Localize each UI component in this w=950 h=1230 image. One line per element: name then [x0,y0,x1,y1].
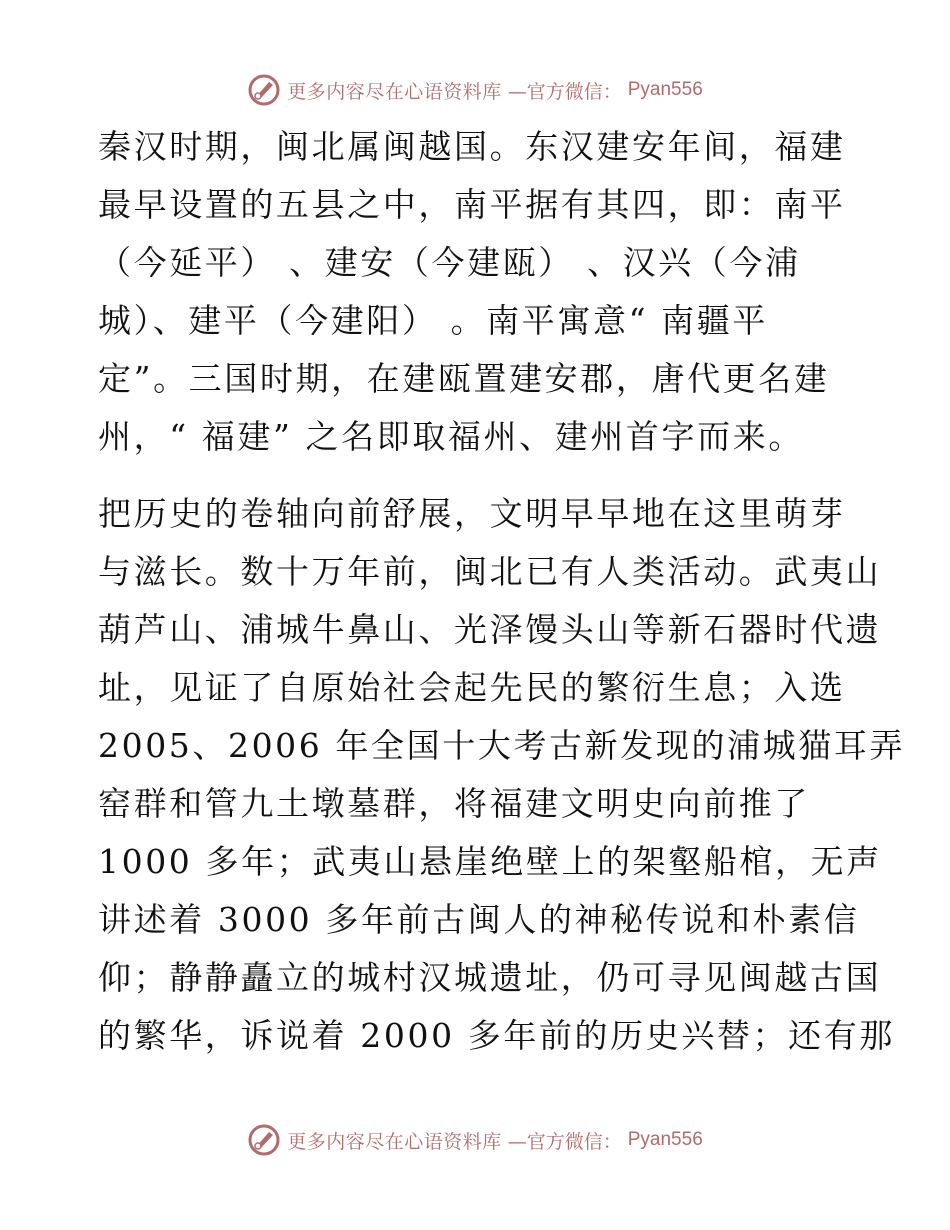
paragraph-line: 址，见证了自原始社会起先民的繁衍生息；入选 [98,668,846,707]
paragraph-line: 1000 多年；武夷山悬崖绝壁上的架壑船棺，无声 [98,842,882,881]
footer-banner-separator: —官方微信： [507,1130,622,1153]
paragraph-line: 的繁华，诉说着 2000 多年前的历史兴替；还有那 [98,1016,895,1055]
header-banner [0,70,950,110]
footer-wechat-id: Pyan556 [627,1129,703,1150]
paragraph-line: 把历史的卷轴向前舒展，文明早早地在这里萌芽 [98,494,846,533]
footer-banner [0,1120,950,1160]
logo-icon [247,73,281,107]
header-banner-content [247,73,703,107]
logo-icon [247,1123,281,1157]
footer-banner-text: 更多内容尽在心语资料库 [287,1130,502,1153]
header-wechat-id: Pyan556 [627,79,703,100]
header-banner-text: 更多内容尽在心语资料库 [287,80,502,103]
header-banner-separator: —官方微信： [507,80,622,103]
footer-banner-content [247,1123,703,1157]
paragraph-line: 窑群和管九土墩墓群，将福建文明史向前推了 [98,784,810,823]
paragraph-line: 城）、建平（今建阳） 。南平寓意“ 南疆平 [98,301,768,340]
paragraph-line: 讲述着 3000 多年前古闽人的神秘传说和朴素信 [98,900,860,939]
paragraph-line: 州，“ 福建” 之名即取福州、建州首字而来。 [98,417,804,456]
paragraph-line: 最早设置的五县之中，南平据有其四，即：南平 [98,185,846,224]
paragraph-line: 秦汉时期，闽北属闽越国。东汉建安年间，福建 [98,127,846,166]
paragraph-line: 葫芦山、浦城牛鼻山、光泽馒头山等新石器时代遗 [98,610,882,649]
paragraph-line: 2005、2006 年全国十大考古新发现的浦城猫耳弄 [98,726,906,765]
paragraph-line: 定”。三国时期，在建瓯置建安郡，唐代更名建 [98,359,830,398]
paragraph-line: 与滋长。数十万年前，闽北已有人类活动。武夷山 [98,552,882,591]
paragraph-line: 仰；静静矗立的城村汉城遗址，仍可寻见闽越古国 [98,958,882,997]
paragraph-1 [98,118,858,466]
paragraph-line: （今延平） 、建安（今建瓯） 、汉兴（今浦 [98,243,801,282]
paragraph-2 [98,485,906,1065]
